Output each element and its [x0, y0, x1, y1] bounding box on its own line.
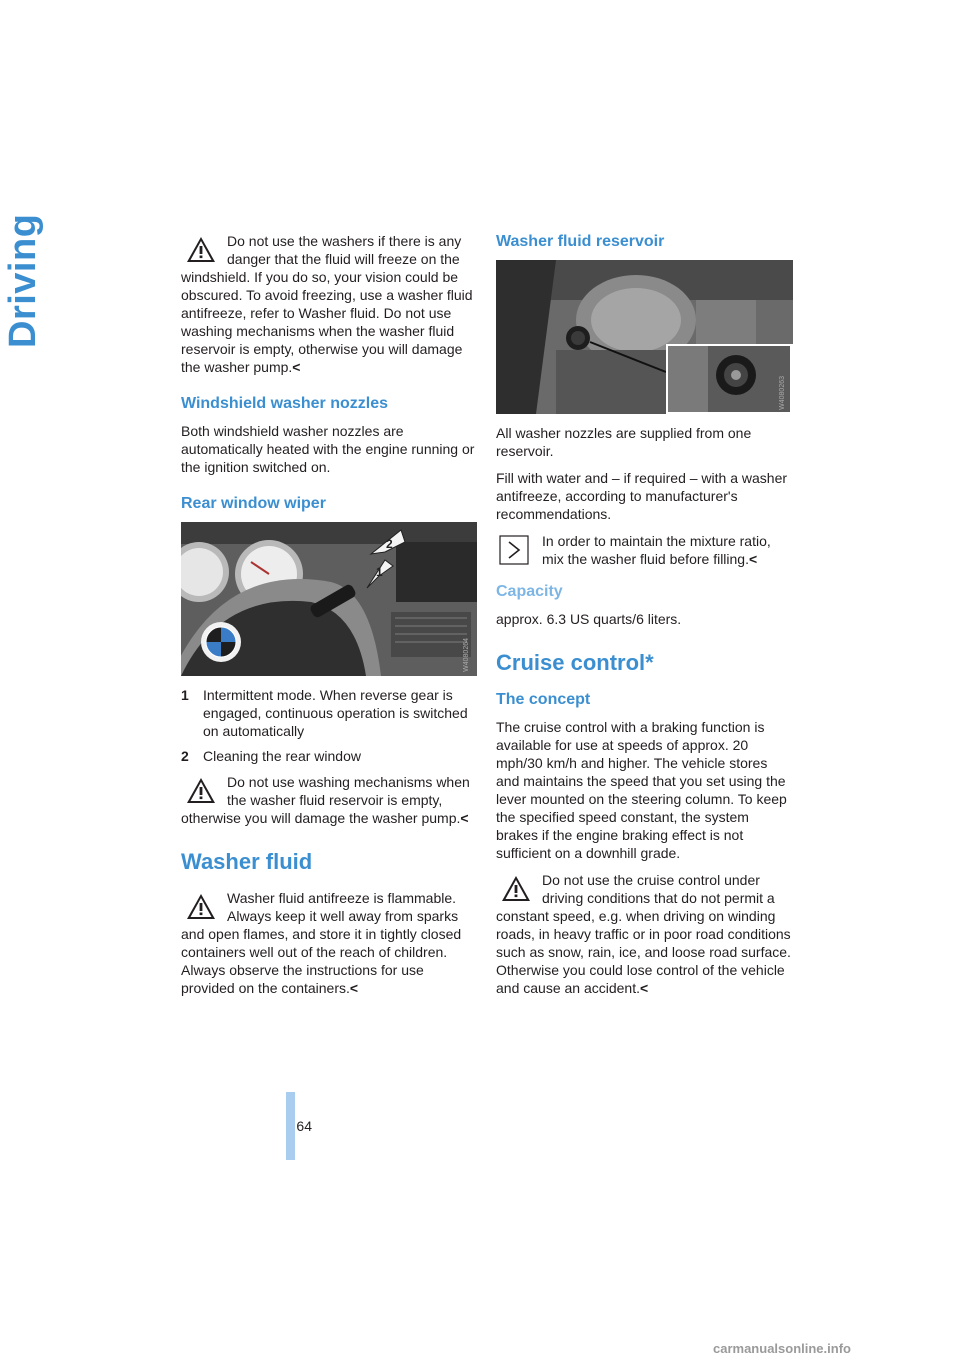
reservoir-photo [496, 260, 793, 414]
list-item [181, 747, 477, 765]
paragraph-capacity: approx. 6.3 US quarts/6 liters. [496, 611, 682, 627]
photo-code: W4080264 [463, 638, 470, 672]
warning-note-empty-reservoir [181, 773, 477, 827]
warning-note-cruise [496, 871, 793, 997]
item-number: 1 [181, 687, 189, 703]
heading-cruise-control: Cruise control* [496, 650, 654, 675]
warning-text-freeze: Do not use the washers if there is any danger that the fluid will freeze on the windshield. If you do so, your vision could be obscured. To avoid freezing, use a washer fluid antifreeze, refer to Washer fluid. Do not use washing mechanisms when the washer fluid reservoir is empty, otherwise you will damage the washer pump. [181, 233, 473, 375]
paragraph-one-reservoir: All washer nozzles are supplied from one reservoir. [496, 425, 752, 459]
end-mark: < [640, 980, 649, 996]
heading-capacity: Capacity [496, 583, 563, 600]
heading-washer-reservoir: Washer fluid reservoir [496, 233, 665, 250]
svg-text:2: 2 [386, 537, 393, 551]
warning-note-flammable [181, 889, 477, 997]
tip-note-mix [496, 532, 793, 568]
section-title: Driving [2, 213, 44, 348]
warning-note-freeze [181, 232, 477, 376]
footer-watermark[interactable]: carmanualsonline.info [713, 1341, 851, 1356]
heading-concept: The concept [496, 691, 591, 708]
heading-washer-nozzles: Windshield washer nozzles [181, 395, 389, 412]
warning-text-cruise: Do not use the cruise control under driving conditions that do not permit a constant speed, e.g. when driving on winding roads, in heavy traffic or in poor road conditions such as snow, rain, ice, and loose road surface. Otherwise you could lose control of the vehicle and cause an accident. [496, 872, 791, 996]
photo-code: W4080263 [779, 376, 786, 410]
left-column [181, 232, 477, 1006]
engine-bay-illustration [496, 260, 793, 414]
warning-triangle-icon [181, 775, 227, 807]
item-text: Cleaning the rear window [203, 748, 361, 764]
warning-triangle-icon [496, 873, 542, 905]
end-mark: < [749, 551, 758, 567]
warning-triangle-icon [181, 234, 227, 266]
rear-wiper-photo [181, 522, 477, 676]
heading-washer-fluid: Washer fluid [181, 849, 313, 874]
steering-wheel-illustration [181, 522, 477, 676]
warning-triangle-icon [181, 891, 227, 923]
heading-rear-wiper: Rear window wiper [181, 495, 326, 512]
warning-text-flammable: Washer fluid antifreeze is flammable. Always keep it well away from sparks and open flames, and store it in tightly closed containers well out of the reach of children. Always observe the instructions for use provided on the containers. [181, 890, 462, 996]
tip-text-mix: In order to maintain the mixture ratio, mix the washer fluid before filling. [542, 533, 771, 567]
paragraph-concept: The cruise control with a braking function is available for use at speeds of approx. 20 mph/30 km/h and higher. The vehicle stores and maintains the speed that you set using the lever mounted on the steering column. To keep the specified speed constant, the system brakes if the engine braking effect is not sufficient on a downhill grade. [496, 719, 787, 861]
item-number: 2 [181, 748, 189, 764]
paragraph-nozzles: Both windshield washer nozzles are automatically heated with the engine running or the ignition switched on. [181, 423, 475, 475]
item-text: Intermittent mode. When reverse gear is engaged, continuous operation is switched on automatically [203, 687, 468, 739]
end-mark: < [349, 980, 359, 996]
paragraph-fill: Fill with water and – if required – with a washer antifreeze, according to manufacturer's recommendations. [496, 470, 788, 522]
page-number: 64 [296, 1118, 312, 1134]
end-mark: < [292, 359, 301, 375]
warning-text-empty: Do not use washing mechanisms when the washer fluid reservoir is empty, otherwise you will damage the washer pump. [181, 774, 470, 826]
tip-arrow-icon [496, 534, 542, 566]
list-item [181, 686, 477, 740]
svg-text:1: 1 [376, 565, 383, 579]
page-marker-bar [286, 1092, 295, 1160]
right-column [496, 232, 793, 1006]
end-mark: < [460, 810, 469, 826]
